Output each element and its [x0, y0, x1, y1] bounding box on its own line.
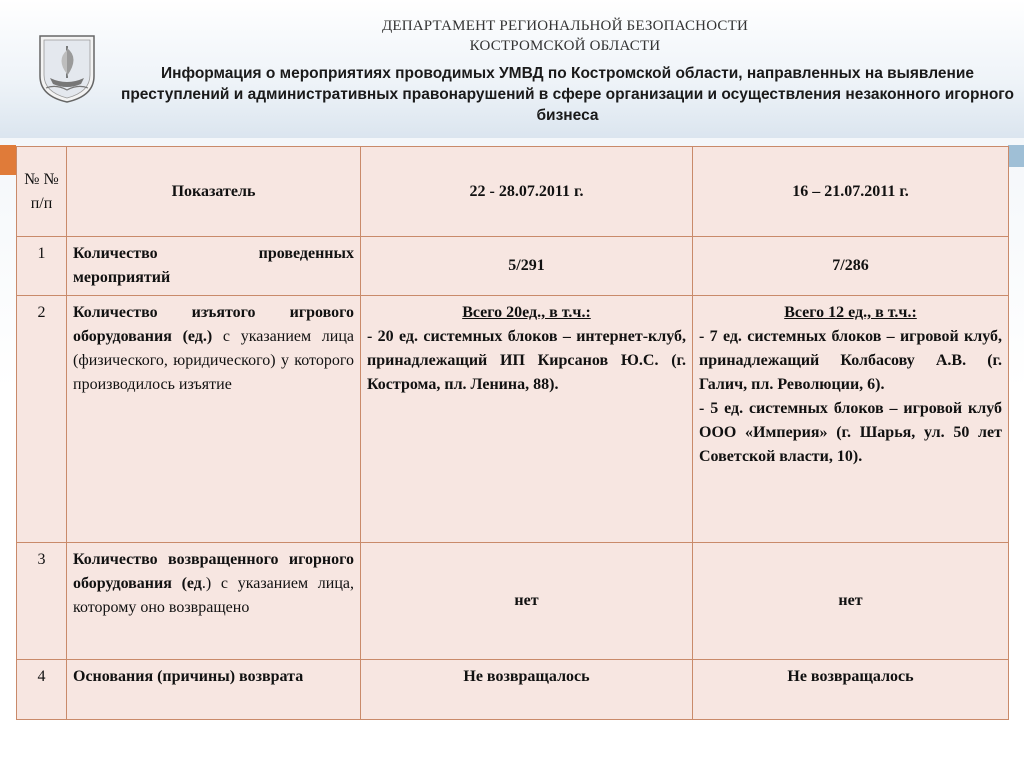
coat-of-arms-icon [36, 32, 98, 104]
row-value-period-2 [693, 296, 1009, 543]
row-indicator [67, 296, 361, 543]
table-row [17, 296, 1009, 543]
header-period-1: 22 - 28.07.2011 г. [361, 147, 693, 237]
row-value-period-1 [361, 296, 693, 543]
period-2-total: Всего 12 ед., в т.ч.: [784, 304, 917, 321]
row-indicator [67, 543, 361, 660]
right-accent-stripe [1008, 145, 1024, 167]
row-value-period-1: Не возвращалось [361, 660, 693, 720]
row-value-period-1: нет [361, 543, 693, 660]
header-period-2: 16 – 21.07.2011 г. [693, 147, 1009, 237]
row-number: 2 [17, 296, 67, 543]
row-indicator: Основания (причины) возврата [67, 660, 361, 720]
left-accent-stripe [0, 145, 16, 175]
department-name [300, 16, 830, 56]
period-2-item: - 7 ед. системных блоков – игровой клуб, принадлежащий Колбасову А.В. (г. Галич, пл. Революции, 6). [699, 328, 1002, 393]
row-value-period-2: нет [693, 543, 1009, 660]
page-title: Информация о мероприятиях проводимых УМВД по Костромской области, направленных на выявление преступлений и административных правонарушений в сфере организации и осуществления незаконного игорного бизнеса [120, 65, 1015, 124]
department-line-1: ДЕПАРТАМЕНТ РЕГИОНАЛЬНОЙ БЕЗОПАСНОСТИ [381, 18, 749, 34]
table-row [17, 237, 1009, 296]
period-2-item: - 5 ед. системных блоков – игровой клуб ООО «Империя» (г. Шарья, ул. 50 лет Советской власти, 10). [699, 400, 1002, 465]
period-1-item: - 20 ед. системных блоков – интернет-клуб, принадлежащий ИП Кирсанов Ю.С. (г. Кострома, пл. Ленина, 88). [367, 328, 686, 393]
row-indicator: Количество проведенных мероприятий [67, 237, 361, 296]
header-num [17, 147, 67, 237]
row-indicator-rest: с указанием лица (физического, юридического) у которого производилось изъятие [73, 328, 355, 393]
table-row [17, 543, 1009, 660]
row-value-period-2: 7/286 [693, 237, 1009, 296]
header-indicator: Показатель [67, 147, 361, 237]
table-header-row [17, 147, 1009, 237]
department-line-2: КОСТРОМСКОЙ ОБЛАСТИ [469, 38, 661, 54]
header-num-text: № № п/п [24, 170, 59, 212]
row-indicator-bold: Количество возвращенного игорного оборудования (ед [73, 551, 354, 592]
row-indicator-bold: Количество изъятого игрового оборудования (ед.) [73, 304, 354, 345]
row-number: 4 [17, 660, 67, 720]
row-value-period-2: Не возвращалось [693, 660, 1009, 720]
row-value-period-1: 5/291 [361, 237, 693, 296]
row-indicator-rest: .) с указанием лица, которому оно возвращено [73, 575, 355, 616]
table-row [17, 660, 1009, 720]
info-table [16, 146, 1009, 720]
row-number: 3 [17, 543, 67, 660]
period-1-total: Всего 20ед., в т.ч.: [462, 304, 591, 321]
row-number: 1 [17, 237, 67, 296]
